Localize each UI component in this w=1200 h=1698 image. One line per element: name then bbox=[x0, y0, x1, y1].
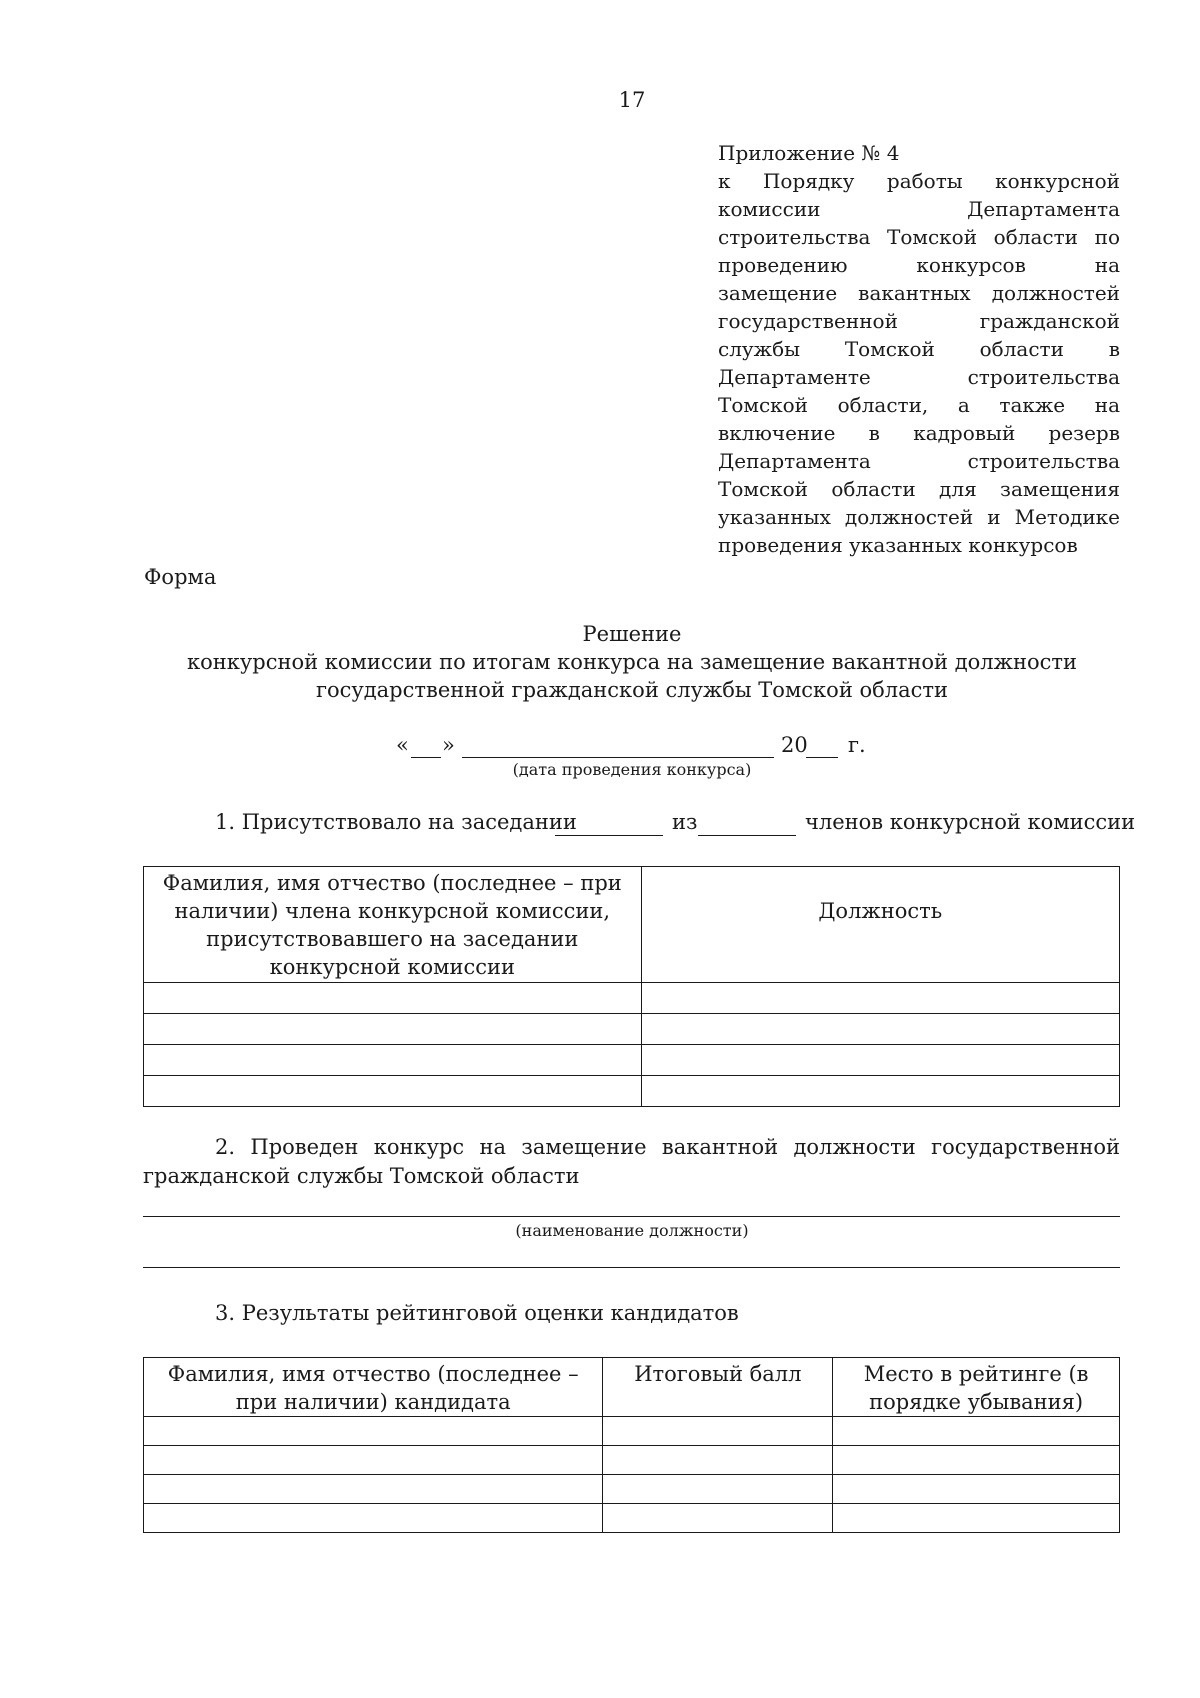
table-cell[interactable] bbox=[833, 1446, 1120, 1475]
contest-held-text: 2. Проведен конкурс на замещение вакантной должности государственной гражданской службы Томской области bbox=[143, 1135, 1120, 1188]
table-cell[interactable] bbox=[144, 1417, 603, 1446]
member-position-header: Должность bbox=[641, 867, 1119, 983]
year-suffix: г. bbox=[848, 733, 866, 757]
table-cell[interactable] bbox=[641, 1014, 1119, 1045]
table-cell[interactable] bbox=[144, 1014, 642, 1045]
table-cell[interactable] bbox=[641, 983, 1119, 1014]
table-cell[interactable] bbox=[144, 1504, 603, 1533]
appendix-reference bbox=[718, 139, 1120, 559]
year-blank[interactable] bbox=[806, 757, 838, 758]
date-line bbox=[396, 733, 876, 763]
member-name-header: Фамилия, имя отчество (последнее – при наличии) члена конкурсной комиссии, присутствовавшего на заседании конкурсной комиссии bbox=[144, 867, 642, 983]
attendance-text-before: 1. Присутствовало на заседании bbox=[215, 810, 577, 834]
table-row bbox=[144, 983, 1120, 1014]
table-cell[interactable] bbox=[603, 1446, 833, 1475]
table-cell[interactable] bbox=[603, 1475, 833, 1504]
rating-results-heading: 3. Результаты рейтинговой оценки кандидатов bbox=[215, 1301, 739, 1325]
decision-heading bbox=[0, 620, 1200, 704]
date-open-quote: « bbox=[396, 733, 409, 757]
date-close-quote: » bbox=[442, 733, 455, 757]
page-number: 17 bbox=[618, 88, 646, 112]
candidate-name-header: Фамилия, имя отчество (последнее – при наличии) кандидата bbox=[144, 1358, 603, 1417]
table-cell[interactable] bbox=[603, 1504, 833, 1533]
year-prefix: 20 bbox=[781, 733, 808, 757]
position-name-caption: (наименование должности) bbox=[515, 1221, 749, 1240]
candidates-table bbox=[143, 1357, 1120, 1533]
attendance-line bbox=[215, 810, 1135, 842]
table-header-row bbox=[144, 867, 1120, 983]
form-label: Форма bbox=[144, 565, 217, 589]
table-cell[interactable] bbox=[833, 1417, 1120, 1446]
table-cell[interactable] bbox=[144, 1045, 642, 1076]
table-cell[interactable] bbox=[144, 983, 642, 1014]
present-count-blank[interactable] bbox=[555, 835, 663, 836]
table-row bbox=[144, 1417, 1120, 1446]
table-row bbox=[144, 1504, 1120, 1533]
month-blank[interactable] bbox=[462, 757, 774, 758]
table-cell[interactable] bbox=[144, 1446, 603, 1475]
table-row bbox=[144, 1475, 1120, 1504]
day-blank[interactable] bbox=[411, 757, 441, 758]
table-cell[interactable] bbox=[603, 1417, 833, 1446]
table-cell[interactable] bbox=[833, 1504, 1120, 1533]
members-table bbox=[143, 866, 1120, 1107]
table-row bbox=[144, 1446, 1120, 1475]
table-row bbox=[144, 1076, 1120, 1107]
attendance-text-middle: из bbox=[672, 810, 698, 834]
appendix-title: Приложение № 4 bbox=[718, 141, 900, 165]
table-cell[interactable] bbox=[833, 1475, 1120, 1504]
rating-place-header: Место в рейтинге (в порядке убывания) bbox=[833, 1358, 1120, 1417]
table-cell[interactable] bbox=[144, 1475, 603, 1504]
table-cell[interactable] bbox=[641, 1045, 1119, 1076]
table-row bbox=[144, 1014, 1120, 1045]
table-row bbox=[144, 1045, 1120, 1076]
table-cell[interactable] bbox=[641, 1076, 1119, 1107]
decision-subtitle-line1: конкурсной комиссии по итогам конкурса на замещение вакантной должности bbox=[187, 650, 1077, 674]
position-name-blank[interactable] bbox=[143, 1216, 1120, 1217]
decision-subtitle-line2: государственной гражданской службы Томской области bbox=[315, 678, 949, 702]
total-count-blank[interactable] bbox=[698, 835, 796, 836]
decision-title: Решение bbox=[582, 622, 682, 646]
position-name-blank-2[interactable] bbox=[143, 1267, 1120, 1268]
date-caption: (дата проведения конкурса) bbox=[512, 760, 752, 779]
table-cell[interactable] bbox=[144, 1076, 642, 1107]
table-header-row bbox=[144, 1358, 1120, 1417]
appendix-body: к Порядку работы конкурсной комиссии Департамента строительства Томской области по проведению конкурсов на замещение вакантных должностей государственной гражданской службы Томской области в Департаменте строительства Томской области, а также на включение в кадровый резерв Департамента строительства Томской области для замещения указанных должностей и Методике проведения указанных конкурсов bbox=[718, 169, 1120, 557]
total-score-header: Итоговый балл bbox=[603, 1358, 833, 1417]
attendance-text-after: членов конкурсной комиссии bbox=[805, 810, 1136, 834]
